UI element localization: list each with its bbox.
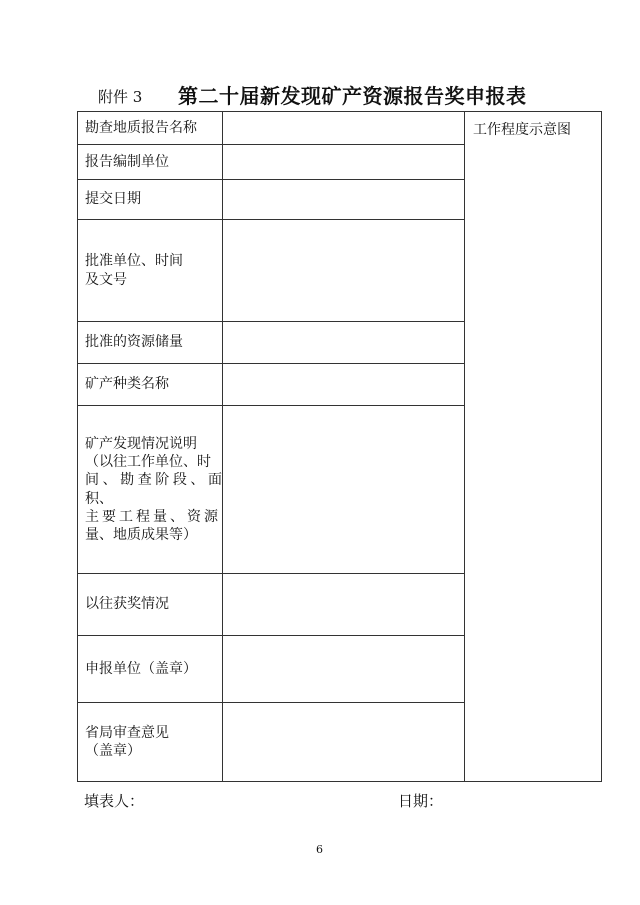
application-form-table: [77, 111, 602, 782]
discovery-label: [78, 406, 223, 574]
approval-label-line2: 及文号: [85, 271, 127, 288]
review-label-line2: （盖章）: [85, 743, 141, 759]
review-label: [78, 703, 223, 782]
diagram-cell[interactable]: [465, 112, 602, 782]
compiling-unit-field[interactable]: [223, 145, 465, 180]
awards-label: 以往获奖情况: [78, 574, 223, 636]
review-label-line1: 省局审查意见: [85, 724, 169, 741]
reserves-label: 批准的资源储量: [78, 322, 223, 364]
reserves-field[interactable]: [223, 322, 465, 364]
approval-field[interactable]: [223, 220, 465, 322]
annex-label: 附件 3: [98, 88, 143, 106]
page-number: 6: [316, 843, 323, 856]
review-field[interactable]: [223, 703, 465, 782]
applicant-field[interactable]: [223, 636, 465, 703]
approval-label: [78, 220, 223, 322]
report-name-label: 勘查地质报告名称: [78, 112, 223, 145]
date-label: 日期：: [398, 792, 444, 810]
applicant-label: 申报单位（盖章）: [78, 636, 223, 703]
discovery-label-line2: （以往工作单位、时: [85, 454, 211, 471]
form-title: 第二十届新发现矿产资源报告奖申报表: [178, 84, 527, 108]
submit-date-label: 提交日期: [78, 180, 223, 220]
report-name-field[interactable]: [223, 112, 465, 145]
discovery-label-line4: 主要工程量、资源: [85, 508, 221, 525]
compiling-unit-label: 报告编制单位: [78, 145, 223, 180]
awards-field[interactable]: [223, 574, 465, 636]
row-report-name: [78, 112, 602, 145]
discovery-label-line3: 间、勘查阶段、面积、: [85, 472, 222, 507]
mineral-type-label: 矿产种类名称: [78, 364, 223, 406]
discovery-label-line1: 矿产发现情况说明: [85, 435, 197, 452]
approval-label-line1: 批准单位、时间: [85, 253, 183, 270]
diagram-label: 工作程度示意图: [473, 122, 571, 138]
discovery-label-line5: 量、地质成果等）: [85, 526, 197, 543]
filler-label: 填表人：: [84, 792, 145, 810]
discovery-field[interactable]: [223, 406, 465, 574]
submit-date-field[interactable]: [223, 180, 465, 220]
mineral-type-field[interactable]: [223, 364, 465, 406]
